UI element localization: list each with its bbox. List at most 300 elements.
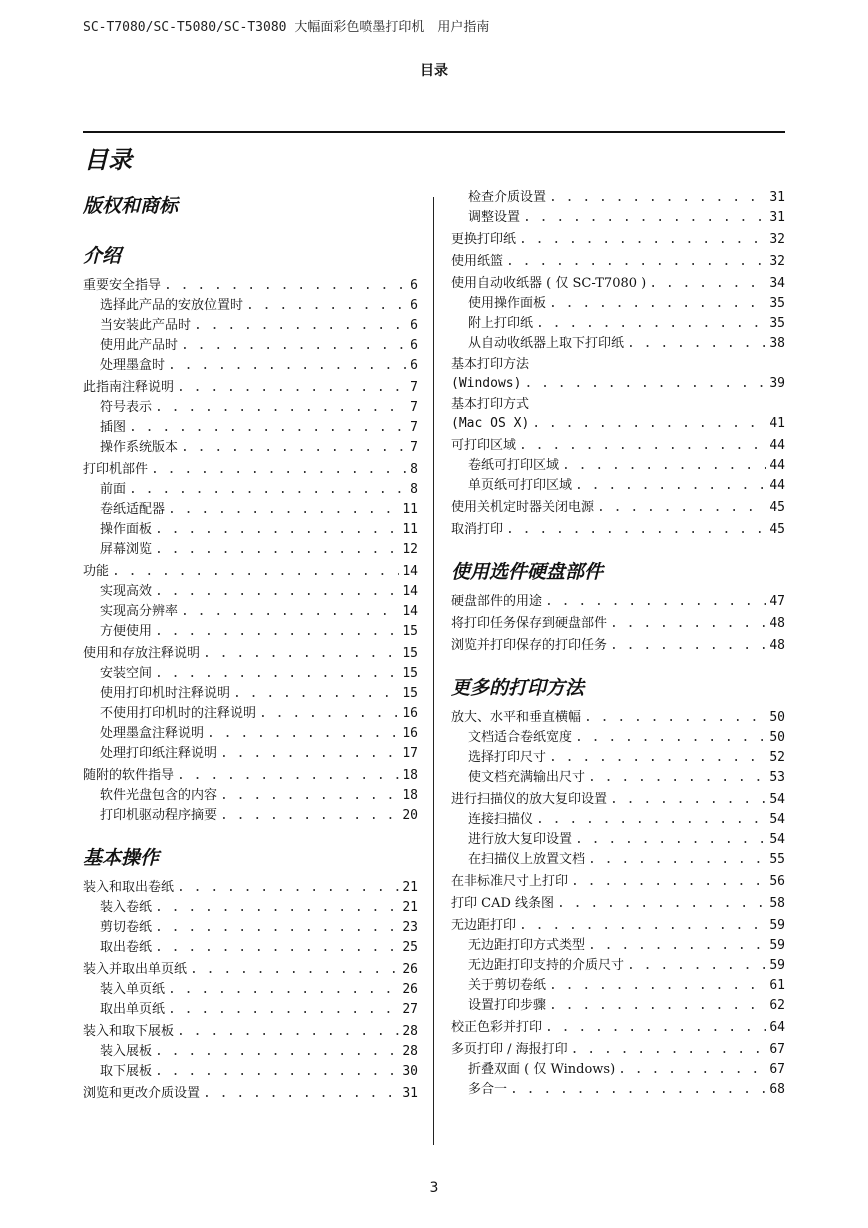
dot-leader [177,878,399,898]
toc-page-number: 30 [402,1064,418,1079]
dot-leader [129,480,407,500]
toc-entry-title-cont: (Mac OS X) [451,416,530,431]
toc-entry-title: 取出单页纸 [100,1002,166,1017]
dot-leader [129,418,407,438]
toc-page-number: 32 [769,232,785,247]
toc-subentry[interactable] [451,996,785,1016]
toc-entry-title: 取出卷纸 [100,940,153,955]
toc-entry-title: 从自动收纸器上取下打印纸 [468,336,625,351]
dot-leader [220,786,399,806]
toc-entry-title: 在非标准尺寸上打印 [451,874,569,889]
toc-entry[interactable] [451,396,785,434]
toc-subentry[interactable] [83,664,418,684]
toc-page-number: 15 [402,624,418,639]
toc-entry-title: 基本打印方式 [451,397,530,412]
toc-entry-title: 取下展板 [100,1064,153,1079]
toc-entry-title: 单页纸可打印区域 [468,478,573,493]
toc-entry-title: 屏幕浏览 [100,542,153,557]
toc-page-number: 45 [769,522,785,537]
toc-entry[interactable] [451,436,785,456]
toc-entry[interactable] [451,916,785,936]
toc-subentry[interactable] [451,976,785,996]
toc-entry-title: 安装空间 [100,666,153,681]
toc-entry[interactable] [451,1040,785,1060]
toc-entry-title: 使用操作面板 [468,296,547,311]
toc-subentry[interactable] [83,356,418,376]
dot-leader [155,938,399,958]
toc-subentry[interactable] [451,456,785,476]
toc-entry-title: 取消打印 [451,522,504,537]
toc-page-number: 56 [769,874,785,889]
dot-leader [588,850,766,870]
dot-leader [194,316,407,336]
toc-subentry[interactable] [451,956,785,976]
toc-entry[interactable] [83,562,418,582]
toc-entry-title: 实现高效 [100,584,153,599]
toc-page-number: 31 [769,210,785,225]
toc-page-number: 28 [402,1044,418,1059]
toc-page-number: 7 [410,380,418,395]
toc-page-number: 50 [769,730,785,745]
toc-subentry[interactable] [451,294,785,314]
dot-leader [549,294,766,314]
dot-leader [524,374,766,394]
dot-leader [155,1062,399,1082]
toc-entry-title: 关于剪切卷纸 [468,978,547,993]
toc-subentry[interactable] [83,418,418,438]
toc-page-number: 61 [769,978,785,993]
toc-entry[interactable] [83,1084,418,1104]
toc-left-column [83,188,418,1104]
toc-entry-title: 更换打印纸 [451,232,517,247]
toc-subentry[interactable] [83,744,418,764]
dot-leader [532,414,766,434]
toc-entry-title: 连接扫描仪 [468,812,534,827]
toc-subentry[interactable] [83,724,418,744]
toc-entry-title: 无边距打印支持的介质尺寸 [468,958,625,973]
toc-entry[interactable] [83,276,418,296]
toc-entry[interactable] [451,790,785,810]
dot-leader [545,1018,766,1038]
toc-entry-title: 文档适合卷纸宽度 [468,730,573,745]
dot-leader [246,296,407,316]
dot-leader [155,582,399,602]
toc-entry[interactable] [451,708,785,728]
toc-subentry[interactable] [451,476,785,496]
toc-entry-line [451,414,785,434]
dot-leader [164,276,407,296]
toc-entry-title: 卷纸可打印区域 [468,458,560,473]
dot-leader [112,562,399,582]
toc-subentry[interactable] [83,296,418,316]
toc-entry-title: 操作系统版本 [100,440,179,455]
dot-leader [155,520,399,540]
toc-entry[interactable] [83,460,418,480]
toc-page-number: 6 [410,318,418,333]
toc-subentry[interactable] [83,684,418,704]
toc-page-number: 59 [769,938,785,953]
toc-page-number: 26 [402,962,418,977]
toc-entry-title: 使用打印机时注释说明 [100,686,231,701]
toc-page-number: 48 [769,616,785,631]
toc-page-number: 21 [402,900,418,915]
dot-leader [584,708,766,728]
toc-entry-title: 操作面板 [100,522,153,537]
toc-subentry[interactable] [451,810,785,830]
dot-leader [181,438,407,458]
toc-subentry[interactable] [83,1042,418,1062]
toc-entry-title: 折叠双面 ( 仅 Windows) [468,1062,616,1077]
toc-subentry[interactable] [83,1062,418,1082]
toc-entry[interactable] [451,636,785,656]
toc-page-number: 6 [410,358,418,373]
toc-page-number: 55 [769,852,785,867]
toc-page-number: 6 [410,278,418,293]
toc-entry-title: 软件光盘包含的内容 [100,788,218,803]
page-title: 目录 [84,146,132,174]
toc-page-number: 62 [769,998,785,1013]
toc-entry-title: 将打印任务保存到硬盘部件 [451,616,608,631]
toc-page-number: 11 [402,502,418,517]
dot-leader [549,976,766,996]
dot-leader [155,1042,399,1062]
toc-entry[interactable] [83,1022,418,1042]
header-rule [83,131,785,133]
toc-entry-title: 放大、水平和垂直横幅 [451,710,582,725]
dot-leader [203,1084,399,1104]
toc-subentry[interactable] [83,540,418,560]
dot-leader [155,898,399,918]
dot-leader [536,810,766,830]
dot-leader [618,1060,766,1080]
toc-page-number: 39 [769,376,785,391]
toc-entry-line [451,374,785,394]
toc-entry[interactable] [451,520,785,540]
toc-page-number: 7 [410,420,418,435]
toc-page-number: 44 [769,438,785,453]
toc-entry[interactable] [451,894,785,914]
toc-entry-title: 装入并取出单页纸 [83,962,188,977]
dot-leader [177,1022,399,1042]
toc-page-number: 25 [402,940,418,955]
toc-entry-title: 重要安全指导 [83,278,162,293]
chapter-heading: 版权和商标 [83,195,179,217]
toc-page-number: 28 [402,1024,418,1039]
dot-leader [168,500,399,520]
toc-page-number: 52 [769,750,785,765]
toc-page-number: 6 [410,338,418,353]
dot-leader [557,894,766,914]
toc-page-number: 8 [410,482,418,497]
toc-entry-title: 进行扫描仪的放大复印设置 [451,792,608,807]
toc-entry-title: 此指南注释说明 [83,380,175,395]
toc-entry-title: 打印机驱动程序摘要 [100,808,218,823]
dot-leader [588,936,766,956]
dot-leader [549,748,766,768]
toc-entry-title: 随附的软件指导 [83,768,175,783]
toc-page-number: 20 [402,808,418,823]
toc-page-number: 58 [769,896,785,911]
toc-entry-title: 方便使用 [100,624,153,639]
dot-leader [575,830,766,850]
toc-entry[interactable] [451,356,785,394]
toc-entry-title: 使文档充满输出尺寸 [468,770,586,785]
toc-entry-title: 设置打印步骤 [468,998,547,1013]
toc-subentry[interactable] [451,1080,785,1100]
dot-leader [181,336,407,356]
toc-entry[interactable] [451,614,785,634]
toc-page-number: 54 [769,792,785,807]
toc-entry-title: 剪切卷纸 [100,920,153,935]
toc-entry-title: 装入和取出卷纸 [83,880,175,895]
toc-page-number: 32 [769,254,785,269]
toc-page-number: 8 [410,462,418,477]
dot-leader [155,398,407,418]
toc-page-number: 11 [402,522,418,537]
toc-page-number: 15 [402,646,418,661]
toc-entry[interactable] [83,960,418,980]
toc-subentry[interactable] [83,520,418,540]
dot-leader [510,1080,766,1100]
toc-page-number: 59 [769,958,785,973]
dot-leader [181,602,399,622]
toc-entry[interactable] [451,230,785,250]
toc-entry-title: 检查介质设置 [468,190,547,205]
toc-right-column [451,188,785,1100]
toc-entry-title: 符号表示 [100,400,153,415]
dot-leader [545,592,766,612]
dot-leader [575,728,766,748]
toc-page-number: 54 [769,812,785,827]
toc-subentry[interactable] [451,748,785,768]
toc-subentry[interactable] [451,728,785,748]
toc-subentry[interactable] [83,806,418,826]
dot-leader [627,956,766,976]
toc-entry-title: 当安装此产品时 [100,318,192,333]
dot-leader [610,636,766,656]
toc-subentry[interactable] [83,316,418,336]
toc-entry[interactable] [451,1018,785,1038]
toc-page-number: 35 [769,316,785,331]
toc-entry-title: 插图 [100,420,127,435]
toc-page-number: 14 [402,564,418,579]
toc-subentry[interactable] [83,398,418,418]
dot-leader [177,378,407,398]
toc-page-number: 6 [410,298,418,313]
toc-page-number: 14 [402,604,418,619]
dot-leader [549,996,766,1016]
page-number: 3 [429,1180,439,1196]
dot-leader [571,872,766,892]
toc-entry-title-cont: (Windows) [451,376,522,391]
dot-leader [610,614,766,634]
toc-entry-title: 选择此产品的安放位置时 [100,298,244,313]
chapter-heading: 介绍 [83,245,122,267]
toc-page-number: 18 [402,768,418,783]
toc-entry[interactable] [451,592,785,612]
toc-entry-title: 不使用打印机时的注释说明 [100,706,257,721]
toc-entry-title: 进行放大复印设置 [468,832,573,847]
toc-subentry[interactable] [451,936,785,956]
toc-subentry[interactable] [451,768,785,788]
dot-leader [155,918,399,938]
toc-page-number: 44 [769,478,785,493]
toc-entry-title: 可打印区域 [451,438,517,453]
dot-leader [168,980,399,1000]
toc-entry-title: 装入和取下展板 [83,1024,175,1039]
toc-subentry[interactable] [83,602,418,622]
toc-page-number: 67 [769,1042,785,1057]
toc-page-number: 47 [769,594,785,609]
dot-leader [519,230,766,250]
toc-page-number: 35 [769,296,785,311]
toc-entry-title: 使用自动收纸器 ( 仅 SC-T7080 ) [451,276,647,291]
toc-subentry[interactable] [83,704,418,724]
toc-subentry[interactable] [451,314,785,334]
toc-entry[interactable] [451,252,785,272]
toc-subentry[interactable] [83,480,418,500]
dot-leader [168,1000,399,1020]
toc-subentry[interactable] [451,1060,785,1080]
toc-entry-title: 处理打印纸注释说明 [100,746,218,761]
toc-entry-title: 使用此产品时 [100,338,179,353]
dot-leader [536,314,766,334]
toc-subentry[interactable] [83,500,418,520]
toc-page-number: 41 [769,416,785,431]
toc-entry-title: 处理墨盒注释说明 [100,726,205,741]
toc-page-number: 16 [402,706,418,721]
toc-page-number: 23 [402,920,418,935]
toc-subentry[interactable] [83,980,418,1000]
toc-subentry[interactable] [83,938,418,958]
toc-subentry[interactable] [83,1000,418,1020]
dot-leader [571,1040,767,1060]
toc-page-number: 14 [402,584,418,599]
toc-subentry[interactable] [83,898,418,918]
toc-page-number: 15 [402,666,418,681]
toc-entry-title: 浏览和更改介质设置 [83,1086,201,1101]
toc-subentry[interactable] [451,830,785,850]
toc-entry-title: 打印机部件 [83,462,149,477]
toc-page-number: 54 [769,832,785,847]
toc-subentry[interactable] [83,582,418,602]
toc-entry[interactable] [451,498,785,518]
toc-subentry[interactable] [451,334,785,354]
toc-entry-title: 校正色彩并打印 [451,1020,543,1035]
chapter-heading: 使用选件硬盘部件 [451,561,604,583]
dot-leader [151,460,407,480]
toc-page-number: 27 [402,1002,418,1017]
toc-page-number: 12 [402,542,418,557]
dot-leader [519,916,766,936]
toc-entry-title: 使用和存放注释说明 [83,646,201,661]
toc-page-number: 31 [769,190,785,205]
toc-page-number: 7 [410,440,418,455]
toc-page-number: 50 [769,710,785,725]
toc-page-number: 21 [402,880,418,895]
chapter-heading: 更多的打印方法 [451,677,585,699]
dot-leader [259,704,399,724]
dot-leader [562,456,766,476]
toc-subentry[interactable] [83,622,418,642]
dot-leader [220,806,399,826]
toc-page-number: 44 [769,458,785,473]
toc-page-number: 17 [402,746,418,761]
toc-entry[interactable] [451,872,785,892]
toc-page-number: 31 [402,1086,418,1101]
dot-leader [523,208,766,228]
dot-leader [155,540,399,560]
toc-entry-title: 附上打印纸 [468,316,534,331]
toc-page-number: 45 [769,500,785,515]
toc-entry-title: 前面 [100,482,127,497]
toc-page-number: 15 [402,686,418,701]
toc-entry-title: 装入单页纸 [100,982,166,997]
toc-entry[interactable] [83,378,418,398]
toc-entry-title: 装入展板 [100,1044,153,1059]
dot-leader [610,790,766,810]
toc-entry-title: 基本打印方法 [451,357,530,372]
toc-entry[interactable] [451,274,785,294]
dot-leader [627,334,766,354]
toc-subentry[interactable] [83,336,418,356]
dot-leader [597,498,766,518]
toc-subentry[interactable] [451,208,785,228]
dot-leader [190,960,399,980]
toc-subentry[interactable] [83,786,418,806]
toc-entry-title: 多页打印 / 海报打印 [451,1042,568,1057]
column-divider [433,197,434,1145]
dot-leader [506,252,766,272]
toc-entry[interactable] [83,644,418,664]
section-label: 目录 [420,63,448,79]
dot-leader [506,520,766,540]
toc-entry-title: 无边距打印方式类型 [468,938,586,953]
dot-leader [233,684,399,704]
toc-page-number: 68 [769,1082,785,1097]
toc-page-number: 16 [402,726,418,741]
toc-entry-title: 卷纸适配器 [100,502,166,517]
toc-entry-title: 调整设置 [468,210,521,225]
dot-leader [155,664,399,684]
dot-leader [220,744,399,764]
toc-entry-title: 硬盘部件的用途 [451,594,543,609]
toc-page-number: 64 [769,1020,785,1035]
toc-subentry[interactable] [83,918,418,938]
toc-subentry[interactable] [451,850,785,870]
toc-entry[interactable] [83,878,418,898]
toc-subentry[interactable] [451,188,785,208]
toc-entry-title: 多合一 [468,1082,508,1097]
dot-leader [207,724,399,744]
toc-page-number: 38 [769,336,785,351]
toc-entry-title: 功能 [83,564,110,579]
dot-leader [155,622,399,642]
toc-subentry[interactable] [83,438,418,458]
dot-leader [168,356,407,376]
toc-entry[interactable] [83,766,418,786]
toc-entry-title: 实现高分辨率 [100,604,179,619]
dot-leader [549,188,766,208]
toc-page-number: 26 [402,982,418,997]
toc-entry-title: 处理墨盒时 [100,358,166,373]
toc-page-number: 67 [769,1062,785,1077]
dot-leader [203,644,399,664]
toc-entry-title: 浏览并打印保存的打印任务 [451,638,608,653]
dot-leader [649,274,766,294]
running-header: SC-T7080/SC-T5080/SC-T3080 大幅面彩色喷墨打印机 用户指南 [83,20,490,35]
toc-page-number: 48 [769,638,785,653]
